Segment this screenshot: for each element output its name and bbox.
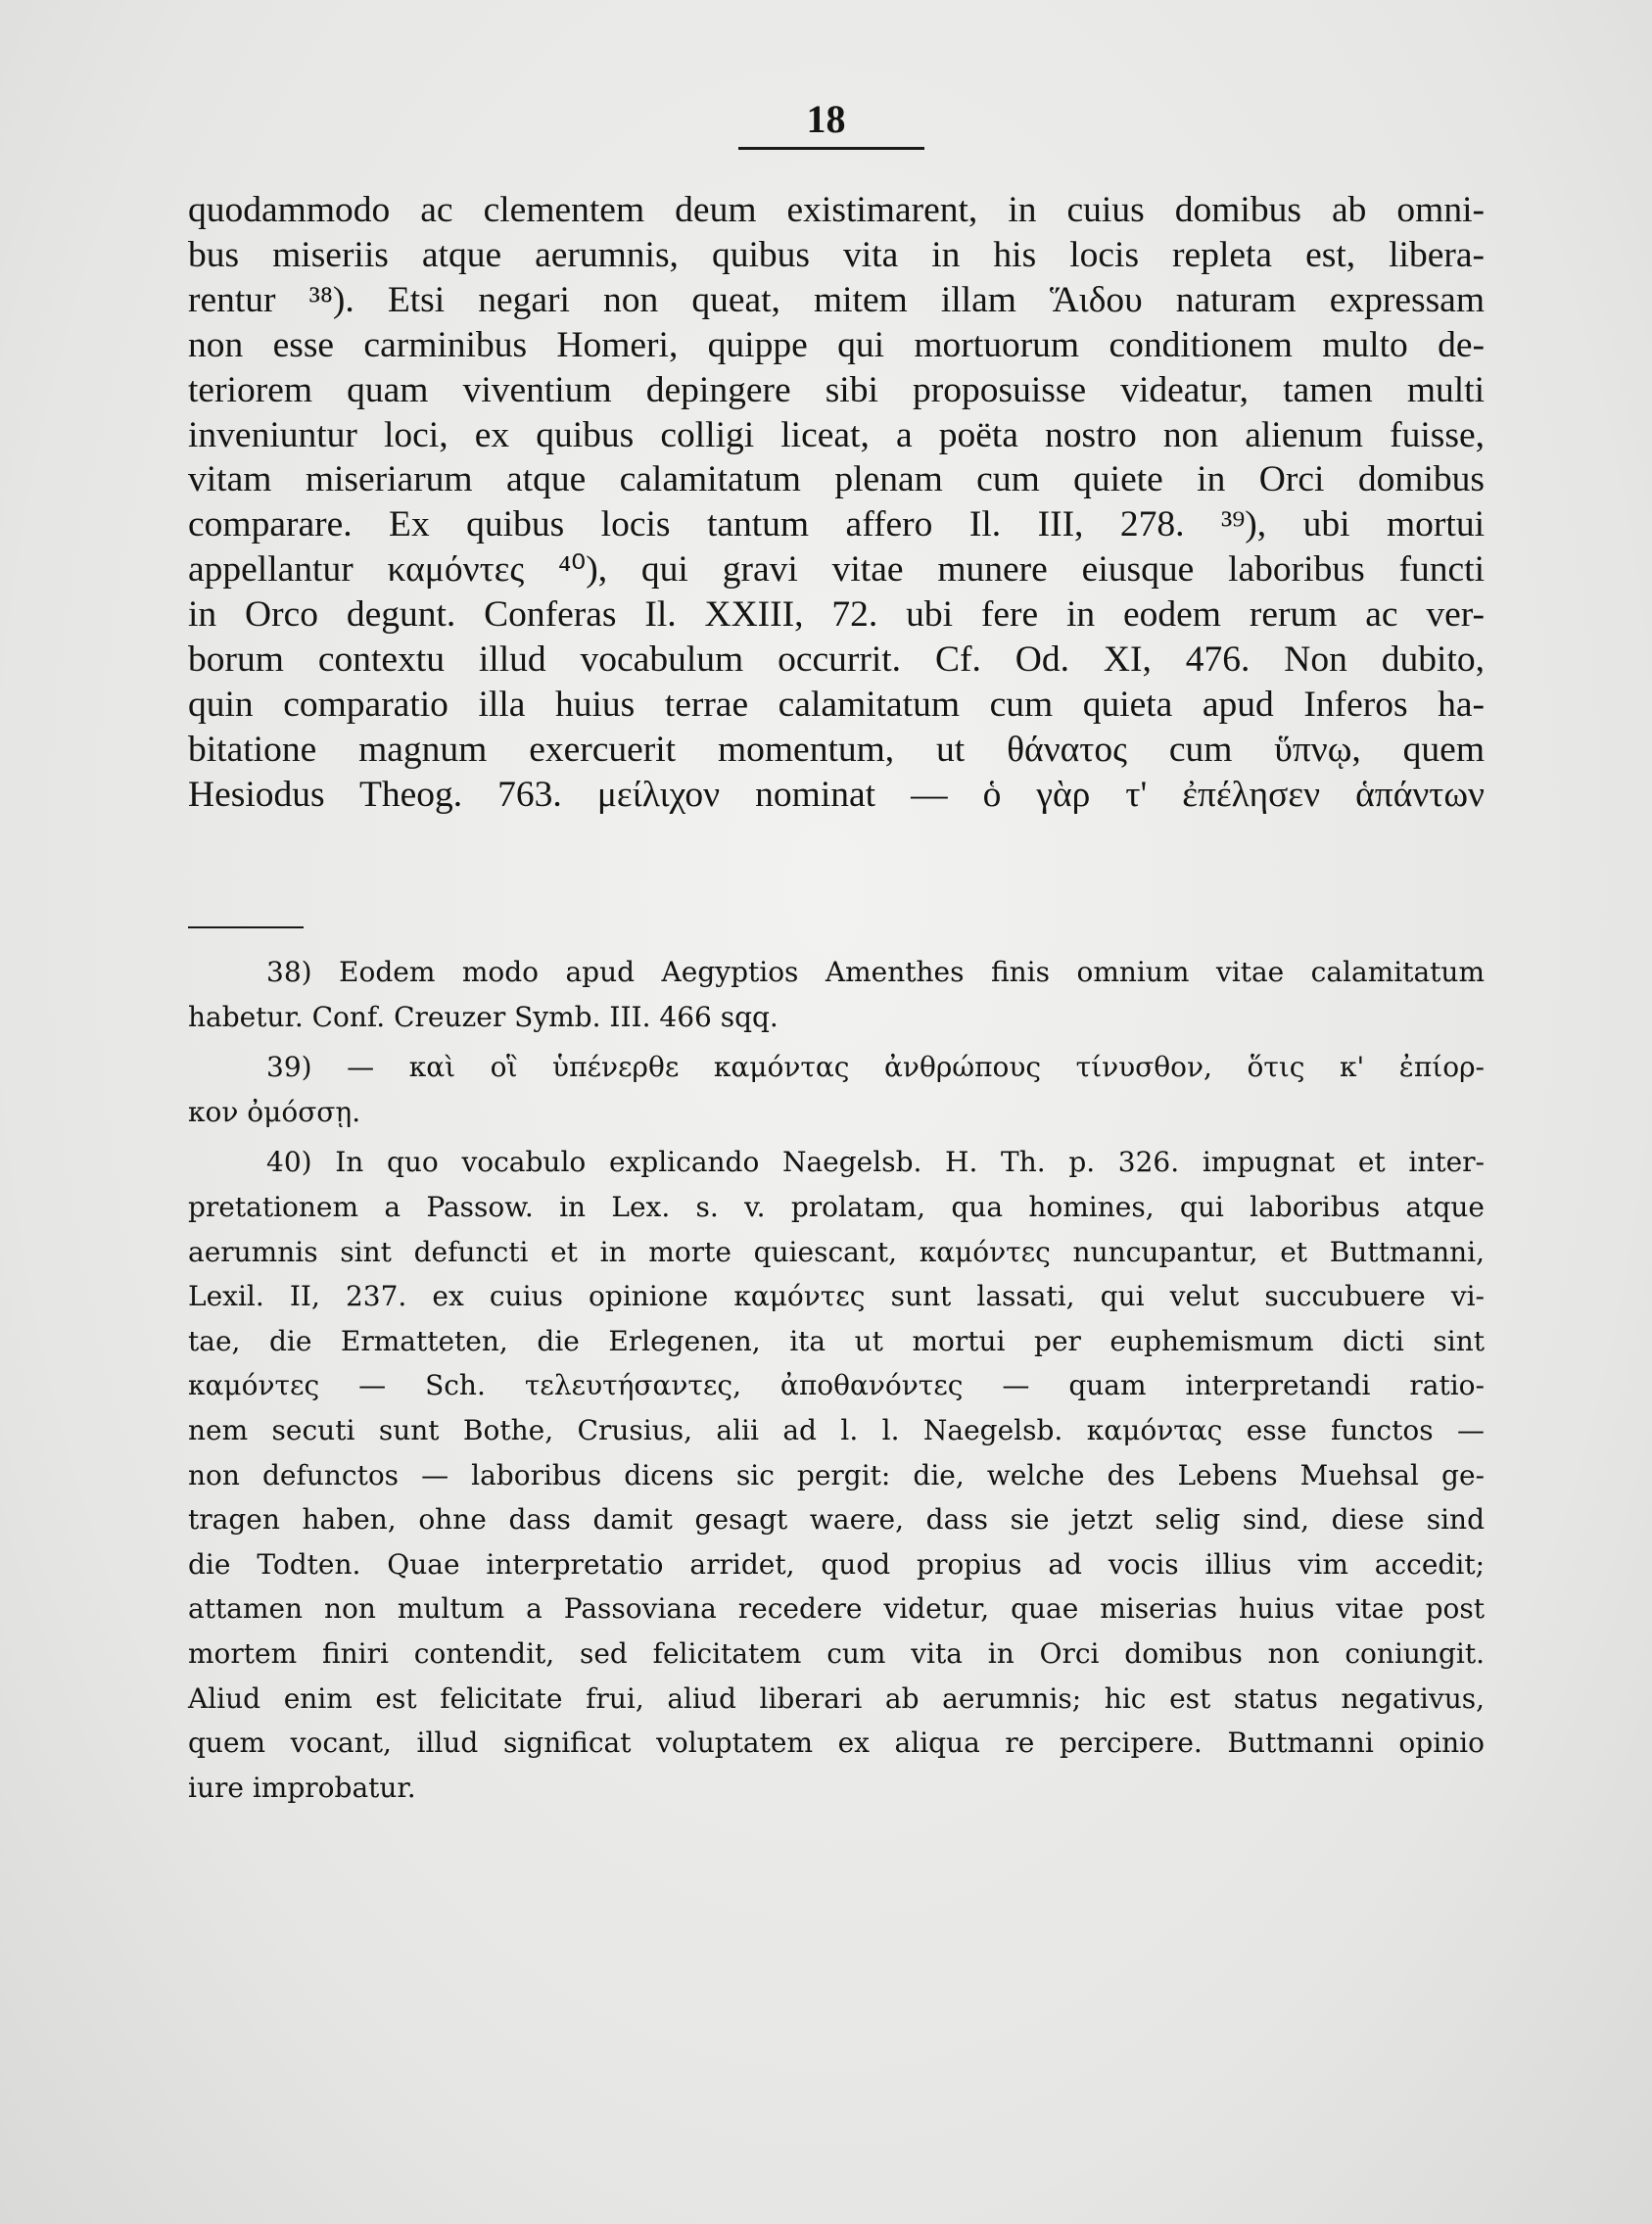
main-text-line: comparare. Ex quibus locis tantum affero Il. III, 278. ³⁹), ubi mortui — [188, 504, 1485, 545]
main-text-line: borum contextu illud vocabulum occurrit. Cf. Od. XI, 476. Non dubito, — [188, 639, 1485, 681]
main-text-line: bitatione magnum exercuerit momentum, ut θάνατος cum ὕπνῳ, quem — [188, 729, 1485, 770]
main-text-line: quin comparatio illa huius terrae calamitatum cum quieta apud Inferos ha- — [188, 684, 1485, 725]
footnote-40 — [188, 1140, 1485, 1810]
footnote-line: καμόντες — Sch. τελευτήσαντες, ἀποθανόντες — quam interpretandi ratio- — [188, 1369, 1485, 1402]
footnotes-block — [188, 950, 1485, 1810]
main-text-line: vitam miseriarum atque calamitatum plenam cum quiete in Orci domibus — [188, 459, 1485, 500]
footnote-line: 40) In quo vocabulo explicando Naegelsb. H. Th. p. 326. impugnat et inter- — [266, 1146, 1485, 1179]
footnote-line: Aliud enim est felicitate frui, aliud liberari ab aerumnis; hic est status negativus, — [188, 1681, 1485, 1715]
footnote-line: tae, die Ermatteten, die Erlegenen, ita ut mortui per euphemismum dicti sint — [188, 1324, 1485, 1357]
footnote-line: attamen non multum a Passoviana recedere videtur, quae miserias huius vitae post — [188, 1592, 1485, 1626]
footnote-line: non defunctos — laboribus dicens sic pergit: die, welche des Lebens Muehsal ge- — [188, 1458, 1485, 1491]
footnote-line: 39) — καὶ οἳ ὑπένερθε καμόντας ἀνθρώπους τίνυσθον, ὅτις κ' ἐπίορ- — [266, 1051, 1485, 1084]
main-text-line: in Orco degunt. Conferas Il. XXIII, 72. ubi fere in eodem rerum ac ver- — [188, 594, 1485, 636]
footnote-rule — [188, 926, 304, 928]
page-number: 18 — [806, 97, 846, 141]
footnote-38 — [188, 950, 1485, 1039]
footnote-line: die Todten. Quae interpretatio arridet, quod propius ad vocis illius vim accedit; — [188, 1547, 1485, 1581]
main-text-line: appellantur καμόντες ⁴⁰), qui gravi vitae munere eiusque laboribus functi — [188, 549, 1485, 591]
footnote-line: aerumnis sint defuncti et in morte quiescant, καμόντες nuncupantur, et Buttmanni, — [188, 1235, 1485, 1268]
footnote-line: iure improbatur. — [188, 1771, 416, 1804]
footnote-line: Lexil. II, 237. ex cuius opinione καμόντες sunt lassati, qui velut succubuere vi- — [188, 1280, 1485, 1313]
footnote-line: habetur. Conf. Creuzer Symb. III. 466 sqq. — [188, 1000, 779, 1033]
main-text-line: Hesiodus Theog. 763. μείλιχον nominat — ὁ γὰρ τ' ἐπέλησεν ἁπάντων — [188, 774, 1485, 815]
footnote-line: tragen haben, ohne dass damit gesagt waere, dass sie jetzt selig sind, diese sind — [188, 1503, 1485, 1537]
main-text-line: rentur ³⁸). Etsi negari non queat, mitem illam Ἅιδου naturam expressam — [188, 279, 1485, 320]
main-text-line: non esse carminibus Homeri, quippe qui mortuorum conditionem multo de- — [188, 324, 1485, 365]
main-text-line: quodammodo ac clementem deum existimarent, in cuius domibus ab omni- — [188, 190, 1485, 230]
header-rule — [738, 147, 924, 150]
footnote-line: mortem finiri contendit, sed felicitatem cum vita in Orci domibus non coniungit. — [188, 1636, 1485, 1670]
footnote-line: quem vocant, illud significat voluptatem ex aliqua re percipere. Buttmanni opinio — [188, 1727, 1485, 1760]
main-text-line: teriorem quam viventium depingere sibi proposuisse videatur, tamen multi — [188, 369, 1485, 410]
footnote-line: pretationem a Passow. in Lex. s. v. prolatam, qua homines, qui laboribus atque — [188, 1190, 1485, 1223]
footnote-line: 38) Eodem modo apud Aegyptios Amenthes finis omnium vitae calamitatum — [266, 956, 1485, 988]
main-text-line: bus miseriis atque aerumnis, quibus vita in his locis repleta est, libera- — [188, 234, 1485, 275]
footnote-line: nem secuti sunt Bothe, Crusius, alii ad l. l. Naegelsb. καμόντας esse functos — — [188, 1413, 1485, 1446]
footnote-39 — [188, 1045, 1485, 1134]
footnote-line: κον ὀμόσσῃ. — [188, 1095, 361, 1128]
main-text-block — [188, 188, 1485, 818]
main-text-line: inveniuntur loci, ex quibus colligi liceat, a poëta nostro non alienum fuisse, — [188, 414, 1485, 455]
